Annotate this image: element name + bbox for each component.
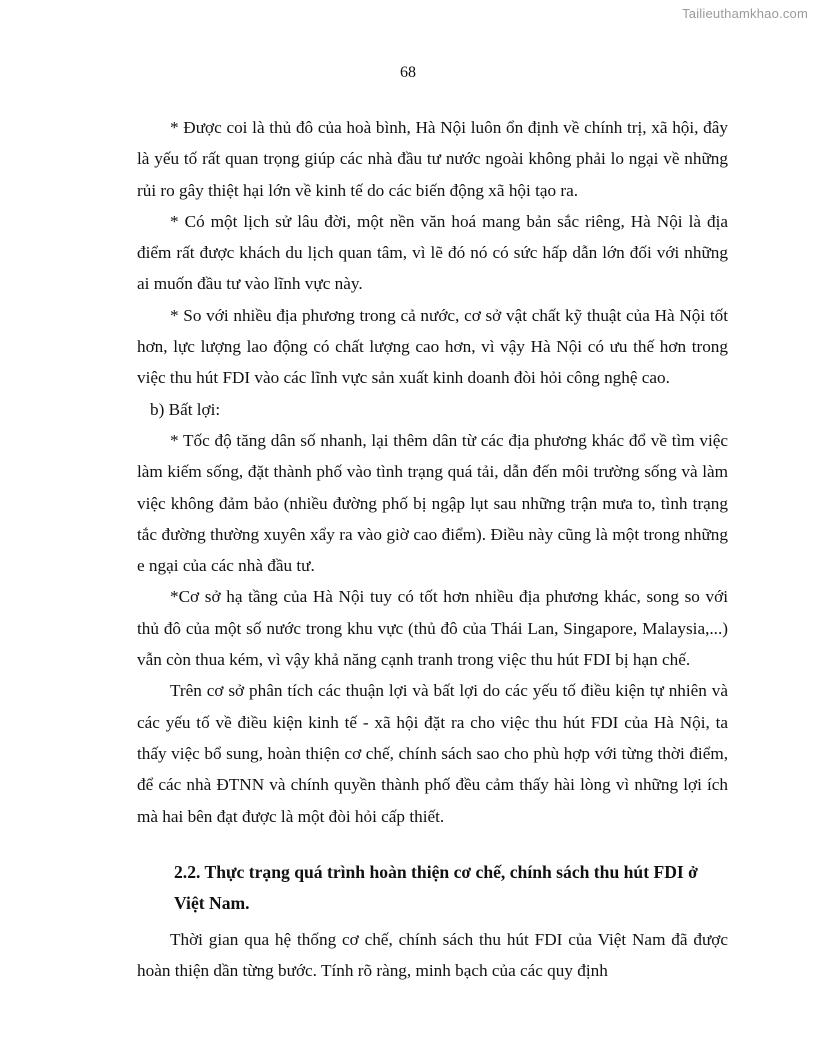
document-body	[137, 112, 728, 986]
paragraph-infrastructure-weakness: *Cơ sở hạ tầng của Hà Nội tuy có tốt hơn nhiều địa phương khác, song so với thủ đô của một số nước trong khu vực (thủ đô của Thái Lan, Singapore, Malaysia,...) vẫn còn thua kém, vì vậy khả năng cạnh tranh trong việc thu hút FDI bị hạn chế.	[137, 587, 728, 670]
paragraph-conclusion: Trên cơ sở phân tích các thuận lợi và bất lợi do các yếu tố điều kiện tự nhiên và các yếu tố về điều kiện kinh tế - xã hội đặt ra cho việc thu hút FDI của Hà Nội, ta thấy việc bổ sung, hoàn thiện cơ chế, chính sách sao cho phù hợp với từng thời điểm, để các nhà ĐTNN và chính quyền thành phố đều cảm thấy hài lòng vì những lợi ích mà hai bên đạt được là một đòi hỏi cấp thiết.	[137, 681, 728, 826]
paragraph-section-intro: Thời gian qua hệ thống cơ chế, chính sách thu hút FDI của Việt Nam đã được hoàn thiện dần từng bước. Tính rõ ràng, minh bạch của các quy định	[137, 929, 728, 981]
paragraph-infrastructure-advantage: * So với nhiều địa phương trong cả nước, cơ sở vật chất kỹ thuật của Hà Nội tốt hơn, lực lượng lao động có chất lượng cao hơn, vì vậy Hà Nội có ưu thế hơn trong việc thu hút FDI vào các lĩnh vực sản xuất kinh doanh đòi hỏi công nghệ cao.	[137, 305, 728, 388]
section-heading: 2.2. Thực trạng quá trình hoàn thiện cơ chế, chính sách thu hút FDI ở Việt Nam.	[174, 861, 698, 914]
watermark: Tailieuthamkhao.com	[682, 6, 808, 21]
paragraph-cultural-history: * Có một lịch sử lâu đời, một nền văn hoá mang bản sắc riêng, Hà Nội là địa điểm rất được khách du lịch quan tâm, vì lẽ đó nó có sức hấp dẫn lớn đối với những ai muốn đầu tư vào lĩnh vực này.	[137, 211, 728, 294]
page-number: 68	[400, 64, 416, 81]
paragraph-population-growth: * Tốc độ tăng dân số nhanh, lại thêm dân từ các địa phương khác đổ về tìm việc làm kiếm sống, đặt thành phố vào tình trạng quá tải, dẫn đến môi trường sống và làm việc không đảm bảo (nhiều đường phố bị ngập lụt sau những trận mưa to, tình trạng tắc đường thường xuyên xẩy ra vào giờ cao điểm). Điều này cũng là một trong những e ngại của các nhà đầu tư.	[137, 430, 728, 576]
subheading-disadvantages: b) Bất lợi:	[150, 399, 221, 419]
paragraph-political-stability: * Được coi là thủ đô của hoà bình, Hà Nội luôn ổn định về chính trị, xã hội, đây là yếu tố rất quan trọng giúp các nhà đầu tư nước ngoài không phải lo ngại về những rủi ro gây thiệt hại lớn về kinh tế do các biến động xã hội tạo ra.	[137, 118, 728, 200]
